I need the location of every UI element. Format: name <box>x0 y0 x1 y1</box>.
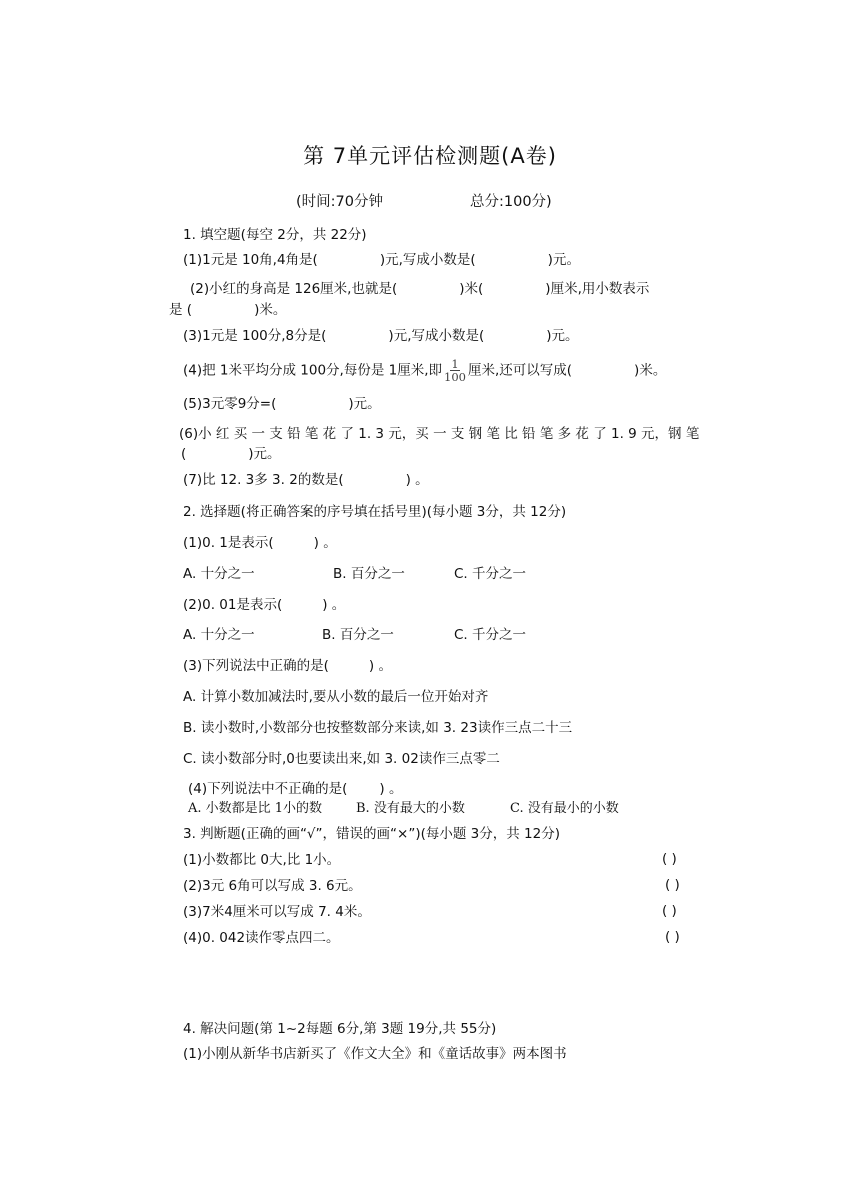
s1-question-5 <box>183 395 381 413</box>
text: (3)1元是 100分,8分是( <box>183 328 327 344</box>
s1-question-4 <box>183 358 666 383</box>
text: ) 。 <box>405 472 429 488</box>
text: )厘米,用小数表示 <box>545 281 650 297</box>
s2-q4-option-c: C. 没有最小的小数 <box>510 801 619 816</box>
s2-question-3 <box>183 657 392 675</box>
text: )米。 <box>254 302 287 318</box>
text: )米。 <box>634 362 667 379</box>
s4-question-1: (1)小刚从新华书店新买了《作文大全》和《童话故事》两本图书 <box>183 1046 567 1062</box>
text: )元,写成小数是( <box>388 328 485 344</box>
text: ( <box>181 446 187 462</box>
s2-q4-option-a: A. 小数都是比 1小的数 <box>188 801 323 816</box>
text: (2)小红的身高是 126厘米,也就是( <box>190 281 398 297</box>
fraction-denominator: 100 <box>444 370 466 384</box>
section2-heading: 2. 选择题(将正确答案的序号填在括号里)(每小题 3分，共 12分) <box>183 504 567 520</box>
s2-q2-option-b: B. 百分之一 <box>322 627 394 643</box>
text: (7)比 12. 3多 3. 2的数是( <box>183 472 344 488</box>
text: (1)0. 1是表示( <box>183 535 274 551</box>
text: 厘米,还可以写成( <box>467 362 573 379</box>
s2-question-2 <box>183 596 345 614</box>
s3-item-2: (2)3元 6角可以写成 3. 6元。 <box>183 878 362 894</box>
text: (3)下列说法中正确的是( <box>183 658 329 674</box>
s1-question-6-cont <box>181 445 281 463</box>
s2-q2-option-c: C. 千分之一 <box>454 627 527 643</box>
section3-heading: 3. 判断题(正确的画“√”，错误的画“×”)(每小题 3分，共 12分) <box>183 826 560 842</box>
section4-heading: 4. 解决问题(第 1~2每题 6分,第 3题 19分,共 55分) <box>183 1021 497 1037</box>
s1-question-3 <box>183 327 579 345</box>
s1-question-2 <box>190 280 649 298</box>
s3-answer-paren-3: ( ) <box>662 903 677 919</box>
text: 是 ( <box>169 302 193 318</box>
s3-item-4: (4)0. 042读作零点四二。 <box>183 930 340 946</box>
text: ) 。 <box>322 597 346 613</box>
text: )元。 <box>348 396 381 412</box>
s3-item-1: (1)小数都比 0大,比 1小。 <box>183 852 341 868</box>
s3-item-3: (3)7米4厘米可以写成 7. 4米。 <box>183 904 371 920</box>
s3-answer-paren-2: ( ) <box>665 877 680 893</box>
text: )米( <box>459 281 484 297</box>
text: ) 。 <box>368 658 392 674</box>
text: )元,写成小数是( <box>379 252 476 268</box>
text: )元。 <box>546 328 579 344</box>
text: ) 。 <box>313 535 337 551</box>
s2-q3-option-a: A. 计算小数加减法时,要从小数的最后一位开始对齐 <box>183 689 489 705</box>
s1-question-1 <box>183 251 580 269</box>
s1-question-6: (6)小 红 买 一 支 铅 笔 花 了 1. 3 元，买 一 支 钢 笔 比 铅 笔 多 花 了 1. 9 元，钢 笔 <box>179 426 700 442</box>
s2-q4-option-b: B. 没有最大的小数 <box>356 801 465 816</box>
text: (1)1元是 10角,4角是( <box>183 252 318 268</box>
s2-question-1 <box>183 534 337 552</box>
text: (2)0. 01是表示( <box>183 597 283 613</box>
s2-q1-option-a: A. 十分之一 <box>183 566 255 582</box>
s2-q1-option-c: C. 千分之一 <box>454 566 527 582</box>
s2-q3-option-c: C. 读小数部分时,0也要读出来,如 3. 02读作三点零二 <box>183 751 500 767</box>
exam-total-score: 总分:100分) <box>470 194 552 210</box>
s1-question-2-cont <box>169 301 286 319</box>
s3-answer-paren-4: ( ) <box>665 929 680 945</box>
text: )元。 <box>547 252 580 268</box>
text: (4)把 1米平均分成 100分,每份是 1厘米,即 <box>183 362 443 379</box>
text: (5)3元零9分=( <box>183 396 277 412</box>
s2-question-4 <box>188 780 402 798</box>
s2-q3-option-b: B. 读小数时,小数部分也按整数部分来读,如 3. 23读作三点二十三 <box>183 720 573 736</box>
section1-heading: 1. 填空题(每空 2分，共 22分) <box>183 227 367 243</box>
text: (4)下列说法中不正确的是( <box>188 781 348 797</box>
s1-question-7 <box>183 471 429 489</box>
text: ) 。 <box>379 781 403 797</box>
fraction-numerator: 1 <box>451 357 459 371</box>
s2-q1-option-b: B. 百分之一 <box>333 566 405 582</box>
exam-time: (时间:70分钟 <box>296 194 383 210</box>
text: )元。 <box>248 446 281 462</box>
s2-q2-option-a: A. 十分之一 <box>183 627 255 643</box>
s3-answer-paren-1: ( ) <box>662 851 677 867</box>
page-title: 第 7单元评估检测题(A卷) <box>303 144 557 168</box>
fraction <box>444 358 466 383</box>
